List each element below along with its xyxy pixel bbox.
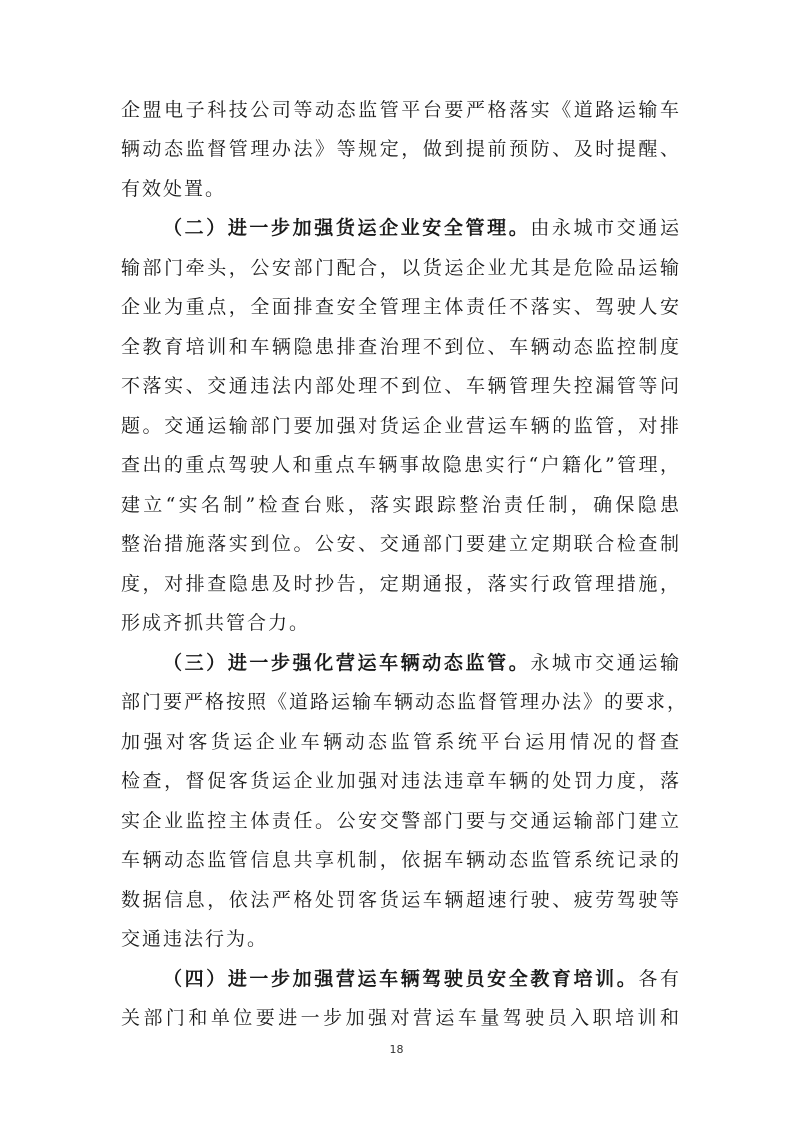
page-number: 18: [389, 1043, 404, 1056]
body-line: 度，对排查隐患及时抄告，定期通报，落实行政管理措施，: [121, 573, 681, 595]
body-line: 整治措施落实到位。公安、交通部门要建立定期联合检查制: [121, 533, 681, 555]
body-line: 辆动态监督管理办法》等规定，做到提前预防、及时提醒、: [121, 138, 681, 160]
section-heading-line: [163, 645, 681, 681]
section-text: 永城市交通运输: [530, 652, 681, 674]
body-line: 形成齐抓共管合力。: [121, 612, 311, 634]
section-text: 各有: [638, 968, 681, 990]
body-line: 输部门牵头，公安部门配合，以货运企业尤其是危险品运输: [121, 257, 681, 279]
section-heading: （四）进一步加强营运车辆驾驶员安全教育培训。: [163, 968, 639, 990]
section-heading-line: [163, 210, 681, 246]
body-line: 全教育培训和车辆隐患排查治理不到位、车辆动态监控制度: [121, 336, 681, 358]
body-line: 交通违法行为。: [121, 928, 269, 950]
body-line: 有效处置。: [121, 178, 227, 200]
body-line: 加强对客货运企业车辆动态监管系统平台运用情况的督查: [121, 731, 681, 753]
section-heading-line: [163, 961, 681, 997]
section-heading: （三）进一步强化营运车辆动态监管。: [163, 652, 531, 674]
body-line: 企业为重点，全面排查安全管理主体责任不落实、驾驶人安: [121, 296, 681, 318]
body-line: 不落实、交通违法内部处理不到位、车辆管理失控漏管等问: [121, 375, 681, 397]
section-text: 由永城市交通运: [530, 217, 681, 239]
body-line: 建立“实名制”检查台账，落实跟踪整治责任制，确保隐患: [121, 494, 681, 516]
body-line: 查出的重点驾驶人和重点车辆事故隐患实行“户籍化”管理，: [121, 454, 681, 476]
body-line: 关部门和单位要进一步加强对营运车量驾驶员入职培训和: [121, 1007, 681, 1029]
body-line: 部门要严格按照《道路运输车辆动态监督管理办法》的要求，: [121, 691, 689, 713]
section-heading: （二）进一步加强货运企业安全管理。: [163, 217, 531, 239]
body-line: 实企业监控主体责任。公安交警部门要与交通运输部门建立: [121, 810, 681, 832]
body-line: 企盟电子科技公司等动态监管平台要严格落实《道路运输车: [121, 99, 681, 121]
body-line: 题。交通运输部门要加强对货运企业营运车辆的监管，对排: [121, 415, 681, 437]
body-line: 数据信息，依法严格处罚客货运车辆超速行驶、疲劳驾驶等: [121, 889, 681, 911]
body-line: 检查，督促客货运企业加强对违法违章车辆的处罚力度，落: [121, 770, 681, 792]
body-line: 车辆动态监管信息共享机制，依据车辆动态监管系统记录的: [121, 849, 681, 871]
